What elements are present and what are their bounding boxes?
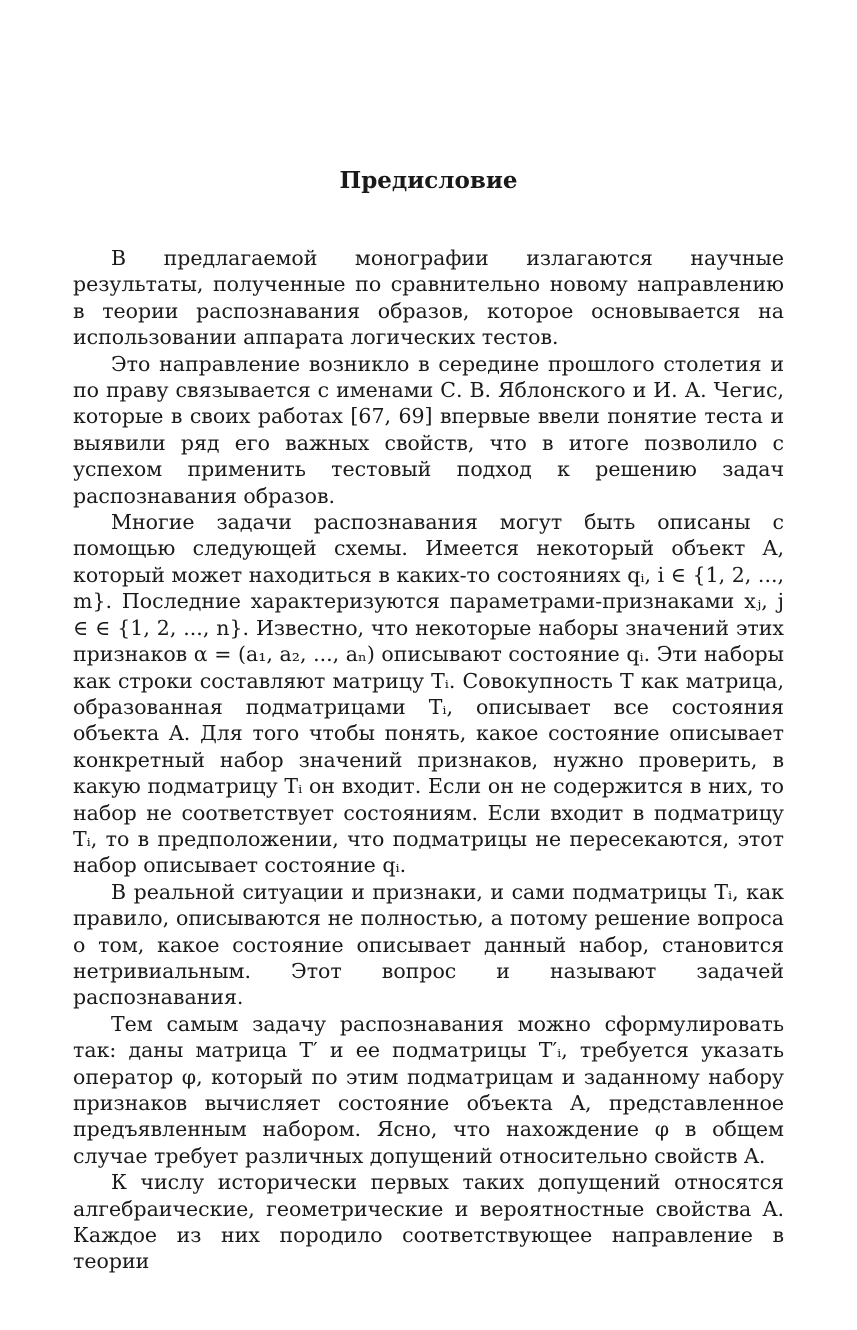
paragraph-4: В реальной ситуации и признаки, и сами подматрицы Tᵢ, как правило, описываются не полностью, а потому решение вопроса о том, какое состояние описывает данный набор, становится нетривиальным. Этот вопрос и называют задачей распознавания.: [73, 879, 784, 1010]
paragraph-1: В предлагаемой монографии излагаются научные результаты, полученные по сравнительно новому направлению в теории распознавания образов, которое основывается на использовании аппарата логических тестов.: [73, 246, 784, 350]
book-page: [73, 0, 784, 1330]
paragraph-2: Это направление возникло в середине прошлого столетия и по праву связывается с именами С. В. Яблонского и И. А. Чегис, которые в своих работах [67, 69] впервые ввели понятие теста и выявили ряд его важных свойств, что в итоге позволило с успехом применить тестовый подход к решению задач распознавания образов.: [73, 351, 784, 508]
paragraph-3: Многие задачи распознавания могут быть описаны с помощью следующей схемы. Имеется некоторый объект A, который может находиться в каких-то состояниях qᵢ, i ∈ {1, 2, ..., m}. Последние характеризуются параметрами-признаками xⱼ, j ∈ ∈ {1, 2, ..., n}. Известно, что некоторые наборы значений этих признаков α = (a₁, a₂, ..., aₙ) описывают состояние qᵢ. Эти наборы как строки составляют матрицу Tᵢ. Совокупность T как матрица, образованная подматрицами Tᵢ, описывает все состояния объекта A. Для того чтобы понять, какое состояние описывает конкретный набор значений признаков, нужно проверить, в какую подматрицу Tᵢ он входит. Если он не содержится в них, то набор не соответствует состояниям. Если входит в подматрицу Tᵢ, то в предположении, что подматрицы не пересекаются, этот набор описывает состояние qᵢ.: [73, 510, 784, 878]
body-text: [73, 245, 784, 1275]
paragraph-6: К числу исторически первых таких допущений относятся алгебраические, геометрические и вероятностные свойства A. Каждое из них породило соответствующее направление в теории: [73, 1170, 784, 1274]
paragraph-5: Тем самым задачу распознавания можно сформулировать так: даны матрица T′ и ее подматрицы T′ᵢ, требуется указать оператор φ, который по этим подматрицам и заданному набору признаков вычисляет состояние объекта A, представленное предъявленным набором. Ясно, что нахождение φ в общем случае требует различных допущений относительно свойств A.: [73, 1011, 784, 1168]
page-title: Предисловие: [339, 167, 518, 194]
